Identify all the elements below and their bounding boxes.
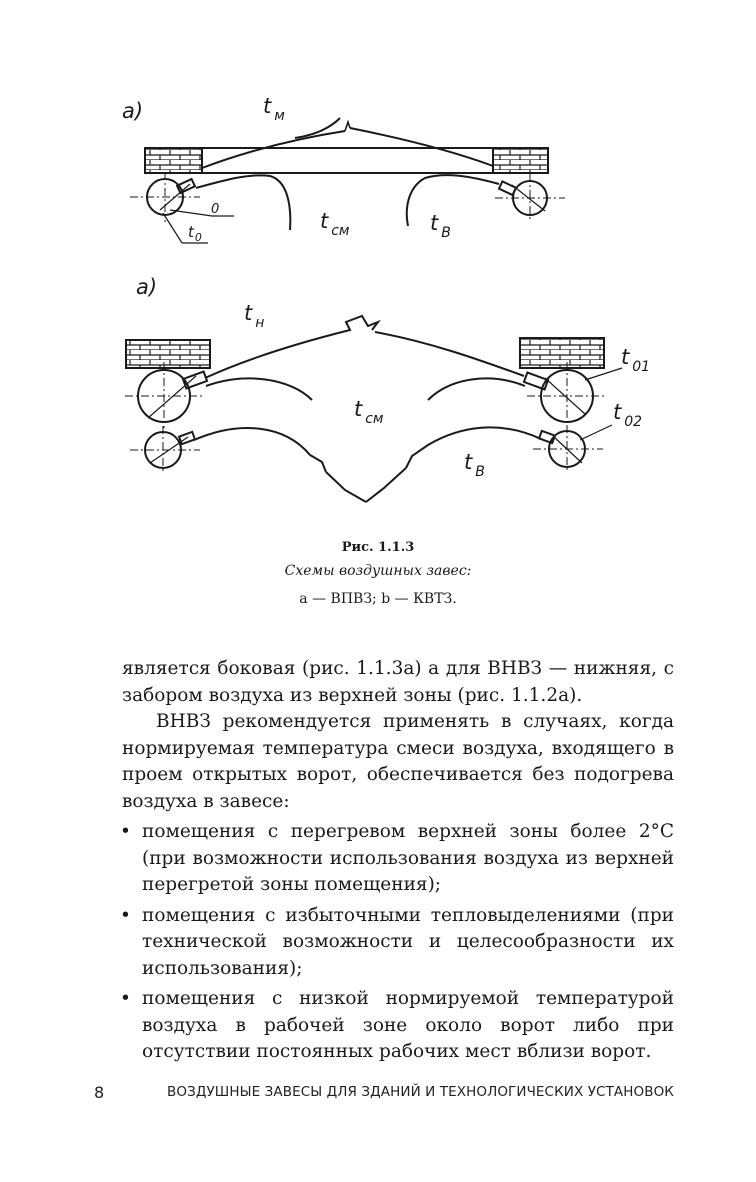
figure-title: Схемы воздушных завес: — [284, 563, 472, 579]
brick-wall-right — [493, 148, 548, 173]
page-number: 8 — [94, 1083, 105, 1102]
label-a-bottom: a) — [136, 275, 158, 299]
figure-legend: a — ВПВЗ; b — КВТЗ. — [299, 591, 457, 607]
bullet-icon: • — [120, 988, 131, 1009]
t-01-symbol: t $_{01}$ — [621, 345, 651, 375]
label-a-top: a) — [122, 99, 144, 123]
list-item: • помещения с перегревом верхней зоны более 2°С (при возможности использования воздуха из верхней перегретой зоны помещения); — [120, 821, 674, 895]
t-cm-symbol-top: t $_{см}$ — [320, 209, 350, 239]
body-text — [122, 656, 674, 1066]
jet-right — [407, 175, 499, 226]
list-item: • помещения с низкой нормируемой температурой воздуха в рабочей зоне около ворот либо при отсутствии постоянных рабочих мест вблизи ворот. — [120, 988, 674, 1062]
t-02-symbol: t $_{02}$ — [613, 400, 643, 430]
paragraph-2: ВНВЗ рекомендуется применять в случаях, когда нормируемая температура смеси воздуха, входящего в проем открытых ворот, обеспечивается без подогрева воздуха в завесе: — [122, 711, 674, 812]
paragraph-1: является боковая (рис. 1.1.3a) а для ВНВЗ — нижняя, с забором воздуха из верхней зоны (рис. 1.1.2a). — [122, 658, 674, 706]
jet-lower-right — [406, 427, 541, 468]
t-m-symbol: t $_м$ — [263, 94, 285, 124]
brick-wall-right-bottom — [520, 338, 604, 368]
running-title: ВОЗДУШНЫЕ ЗАВЕСЫ ДЛЯ ЗДАНИЙ И ТЕХНОЛОГИЧЕСКИХ УСТАНОВОК — [166, 1084, 674, 1100]
figure-number: Рис. 1.1.3 — [341, 540, 415, 555]
upper-boundary-curve — [202, 131, 345, 168]
air-curtain-figure — [0, 0, 756, 530]
bullet-icon: • — [120, 821, 131, 842]
outer-boundary-right — [375, 332, 524, 376]
bullet-list — [122, 819, 674, 1066]
lower-boundary-right — [366, 468, 406, 502]
lower-boundary-left — [326, 472, 366, 502]
t-cm-symbol-bottom: t $_{см}$ — [354, 397, 384, 427]
jet-lower-left — [194, 428, 326, 472]
brick-wall-left-bottom — [126, 340, 210, 368]
brick-wall-left — [145, 148, 202, 173]
outer-boundary-left — [205, 316, 378, 378]
t-b-symbol-bottom: t $_В$ — [464, 450, 485, 480]
t-h-symbol: t $_н$ — [244, 301, 265, 331]
diagram-bottom — [125, 316, 622, 502]
t-b-symbol-top: t $_В$ — [430, 211, 451, 241]
jet-upper-right — [428, 378, 525, 400]
zero-label: 0 — [211, 202, 220, 217]
t-0-symbol: $t_0$ — [188, 223, 202, 244]
jet-upper-left — [206, 378, 312, 400]
list-item: • помещения с избыточными тепловыделениями (при технической возможности и целесообразности их использования); — [120, 904, 674, 979]
bullet-icon: • — [120, 904, 131, 926]
